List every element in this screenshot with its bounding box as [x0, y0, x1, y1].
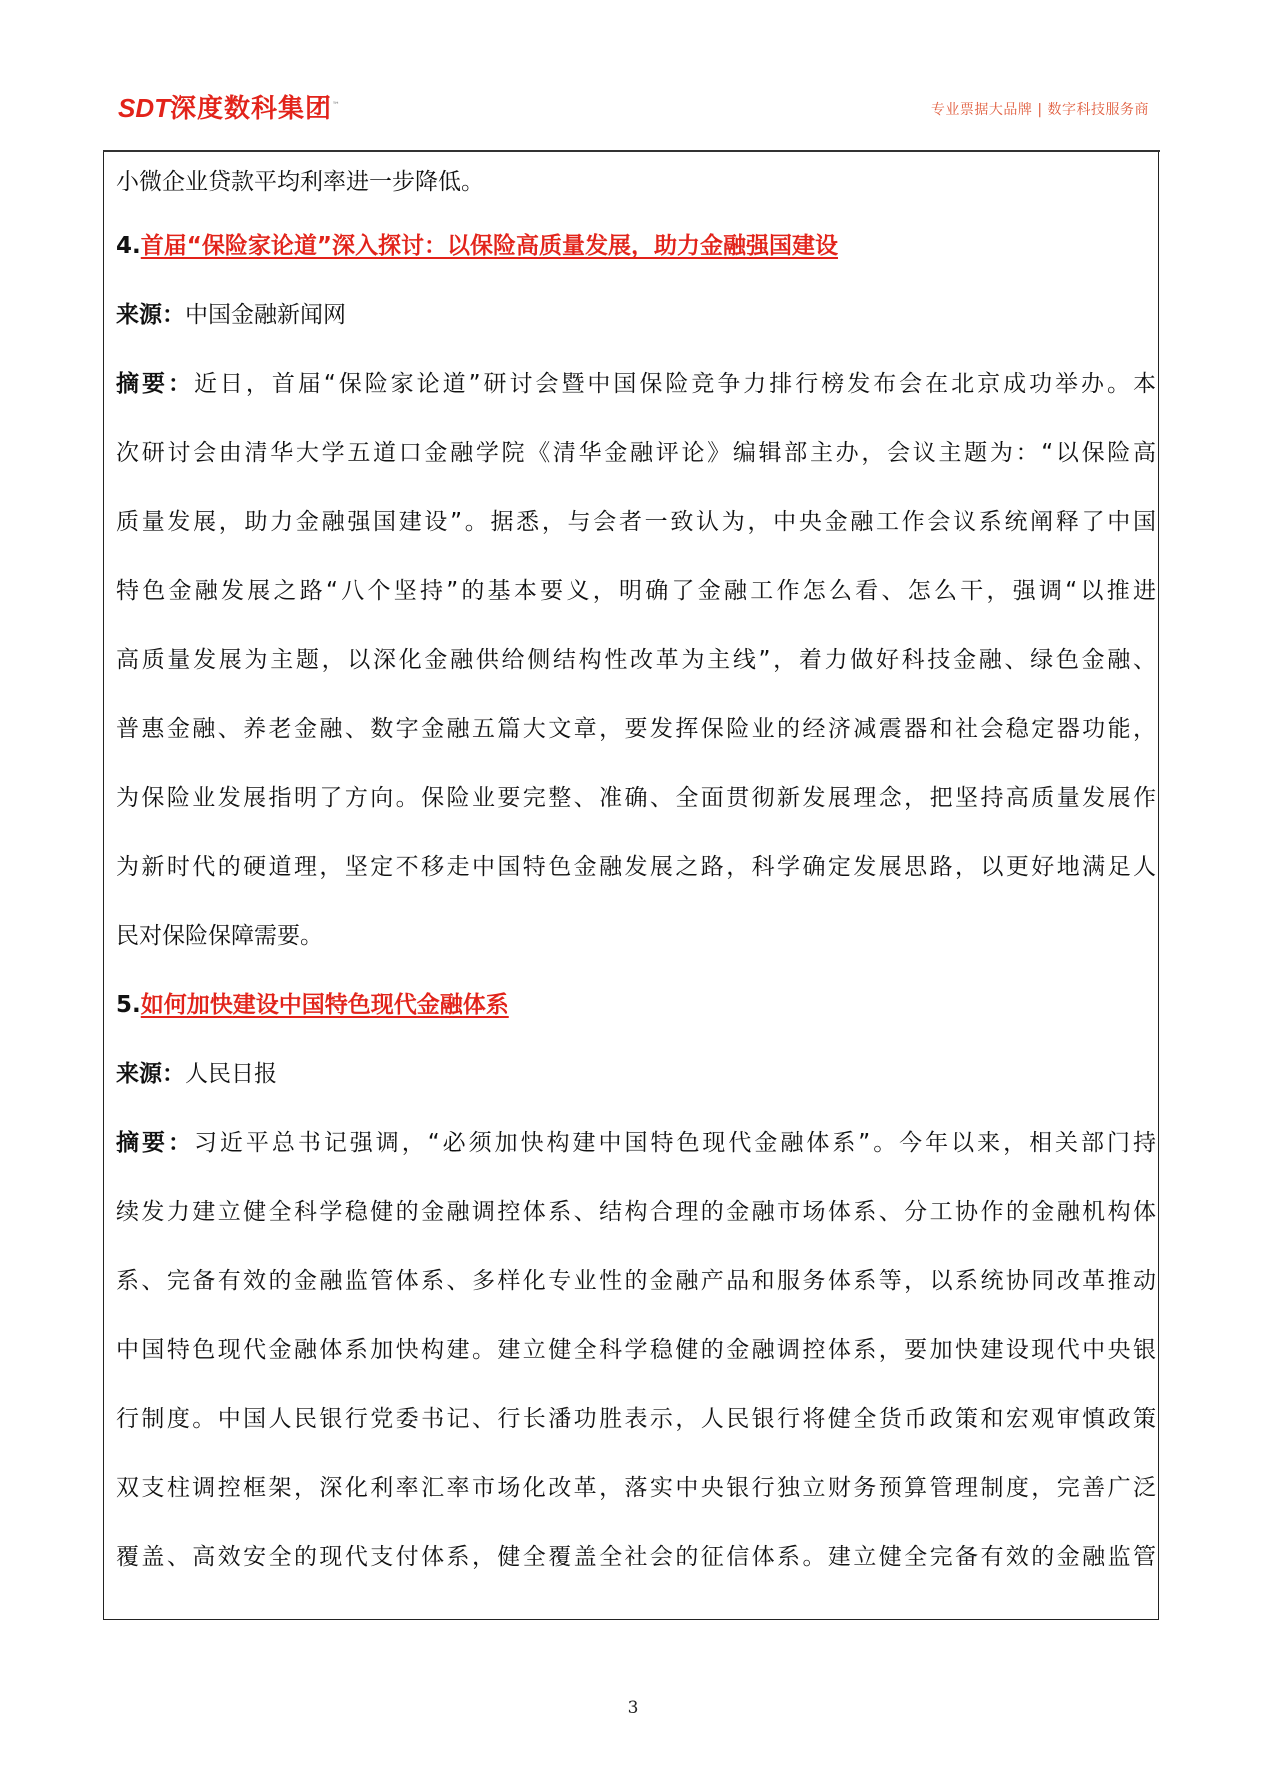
logo-sdt: SDT	[118, 93, 170, 123]
article-4-summary-line: 为保险业发展指明了方向。保险业要完整、准确、全面贯彻新发展理念，把坚持高质量发展作	[116, 785, 1156, 811]
continuation-line: 小微企业贷款平均利率进一步降低。	[116, 169, 484, 195]
logo-company-name: 深度数科集团	[170, 94, 333, 124]
article-5-summary-line: 行制度。中国人民银行党委书记、行长潘功胜表示，人民银行将健全货币政策和宏观审慎政策	[116, 1406, 1156, 1432]
article-4-source	[116, 281, 1156, 350]
article-5-summary-line: 中国特色现代金融体系加快构建。建立健全科学稳健的金融调控体系，要加快建设现代中央银	[116, 1337, 1156, 1363]
document-body	[116, 152, 1156, 1592]
summary-text: 习近平总书记强调，“必须加快构建中国特色现代金融体系”。今年以来，相关部门持	[193, 1130, 1156, 1156]
article-5-number: 5.	[116, 992, 141, 1018]
article-5-heading	[116, 971, 1156, 1040]
header-tagline: 专业票据大品牌 | 数字科技服务商	[930, 102, 1149, 118]
article-4-summary-line: 特色金融发展之路“八个坚持”的基本要义，明确了金融工作怎么看、怎么干，强调“以推进	[116, 578, 1156, 604]
article-5-summary-line: 双支柱调控框架，深化利率汇率市场化改革，落实中央银行独立财务预算管理制度，完善广泛	[116, 1475, 1156, 1501]
article-4-summary-line: 普惠金融、养老金融、数字金融五篇大文章，要发挥保险业的经济减震器和社会稳定器功能，	[116, 716, 1156, 742]
article-4-number: 4.	[116, 233, 141, 259]
article-4-summary-line: 次研讨会由清华大学五道口金融学院《清华金融评论》编辑部主办，会议主题为：“以保险高	[116, 440, 1156, 466]
article-5-title-link[interactable]: 如何加快建设中国特色现代金融体系	[140, 992, 509, 1018]
article-4-title-link[interactable]: 首届“保险家论道”深入探讨：以保险高质量发展，助力金融强国建设	[140, 233, 838, 259]
source-name: 中国金融新闻网	[185, 302, 346, 328]
article-5-source	[116, 1040, 1156, 1109]
article-4-summary-line: 为新时代的硬道理，坚定不移走中国特色金融发展之路，科学确定发展思路，以更好地满足人	[116, 854, 1156, 880]
article-4-summary-line	[116, 350, 1156, 419]
article-5-summary-line: 续发力建立健全科学稳健的金融调控体系、结构合理的金融市场体系、分工协作的金融机构体	[116, 1199, 1156, 1225]
source-name: 人民日报	[185, 1061, 277, 1087]
source-label: 来源：	[116, 302, 185, 328]
article-5-summary-line: 覆盖、高效安全的现代支付体系，健全覆盖全社会的征信体系。建立健全完备有效的金融监管	[116, 1544, 1156, 1570]
article-4-summary-line: 民对保险保障需要。	[116, 923, 323, 949]
summary-text: 近日，首届“保险家论道”研讨会暨中国保险竞争力排行榜发布会在北京成功举办。本	[193, 371, 1156, 397]
article-4-summary-line: 质量发展，助力金融强国建设”。据悉，与会者一致认为，中央金融工作会议系统阐释了中国	[116, 509, 1156, 535]
summary-label: 摘要：	[116, 1130, 194, 1156]
article-5-summary-line: 系、完备有效的金融监管体系、多样化专业性的金融产品和服务体系等，以系统协同改革推动	[116, 1268, 1156, 1294]
logo-trademark: ™	[332, 100, 342, 110]
company-logo	[118, 88, 341, 125]
source-label: 来源：	[116, 1061, 185, 1087]
article-4-heading	[116, 212, 1156, 281]
article-4-summary-line: 高质量发展为主题，以深化金融供给侧结构性改革为主线”，着力做好科技金融、绿色金融、	[116, 647, 1156, 673]
article-5-summary-line	[116, 1109, 1156, 1178]
page-number: 3	[627, 1698, 639, 1718]
summary-label: 摘要：	[116, 371, 194, 397]
